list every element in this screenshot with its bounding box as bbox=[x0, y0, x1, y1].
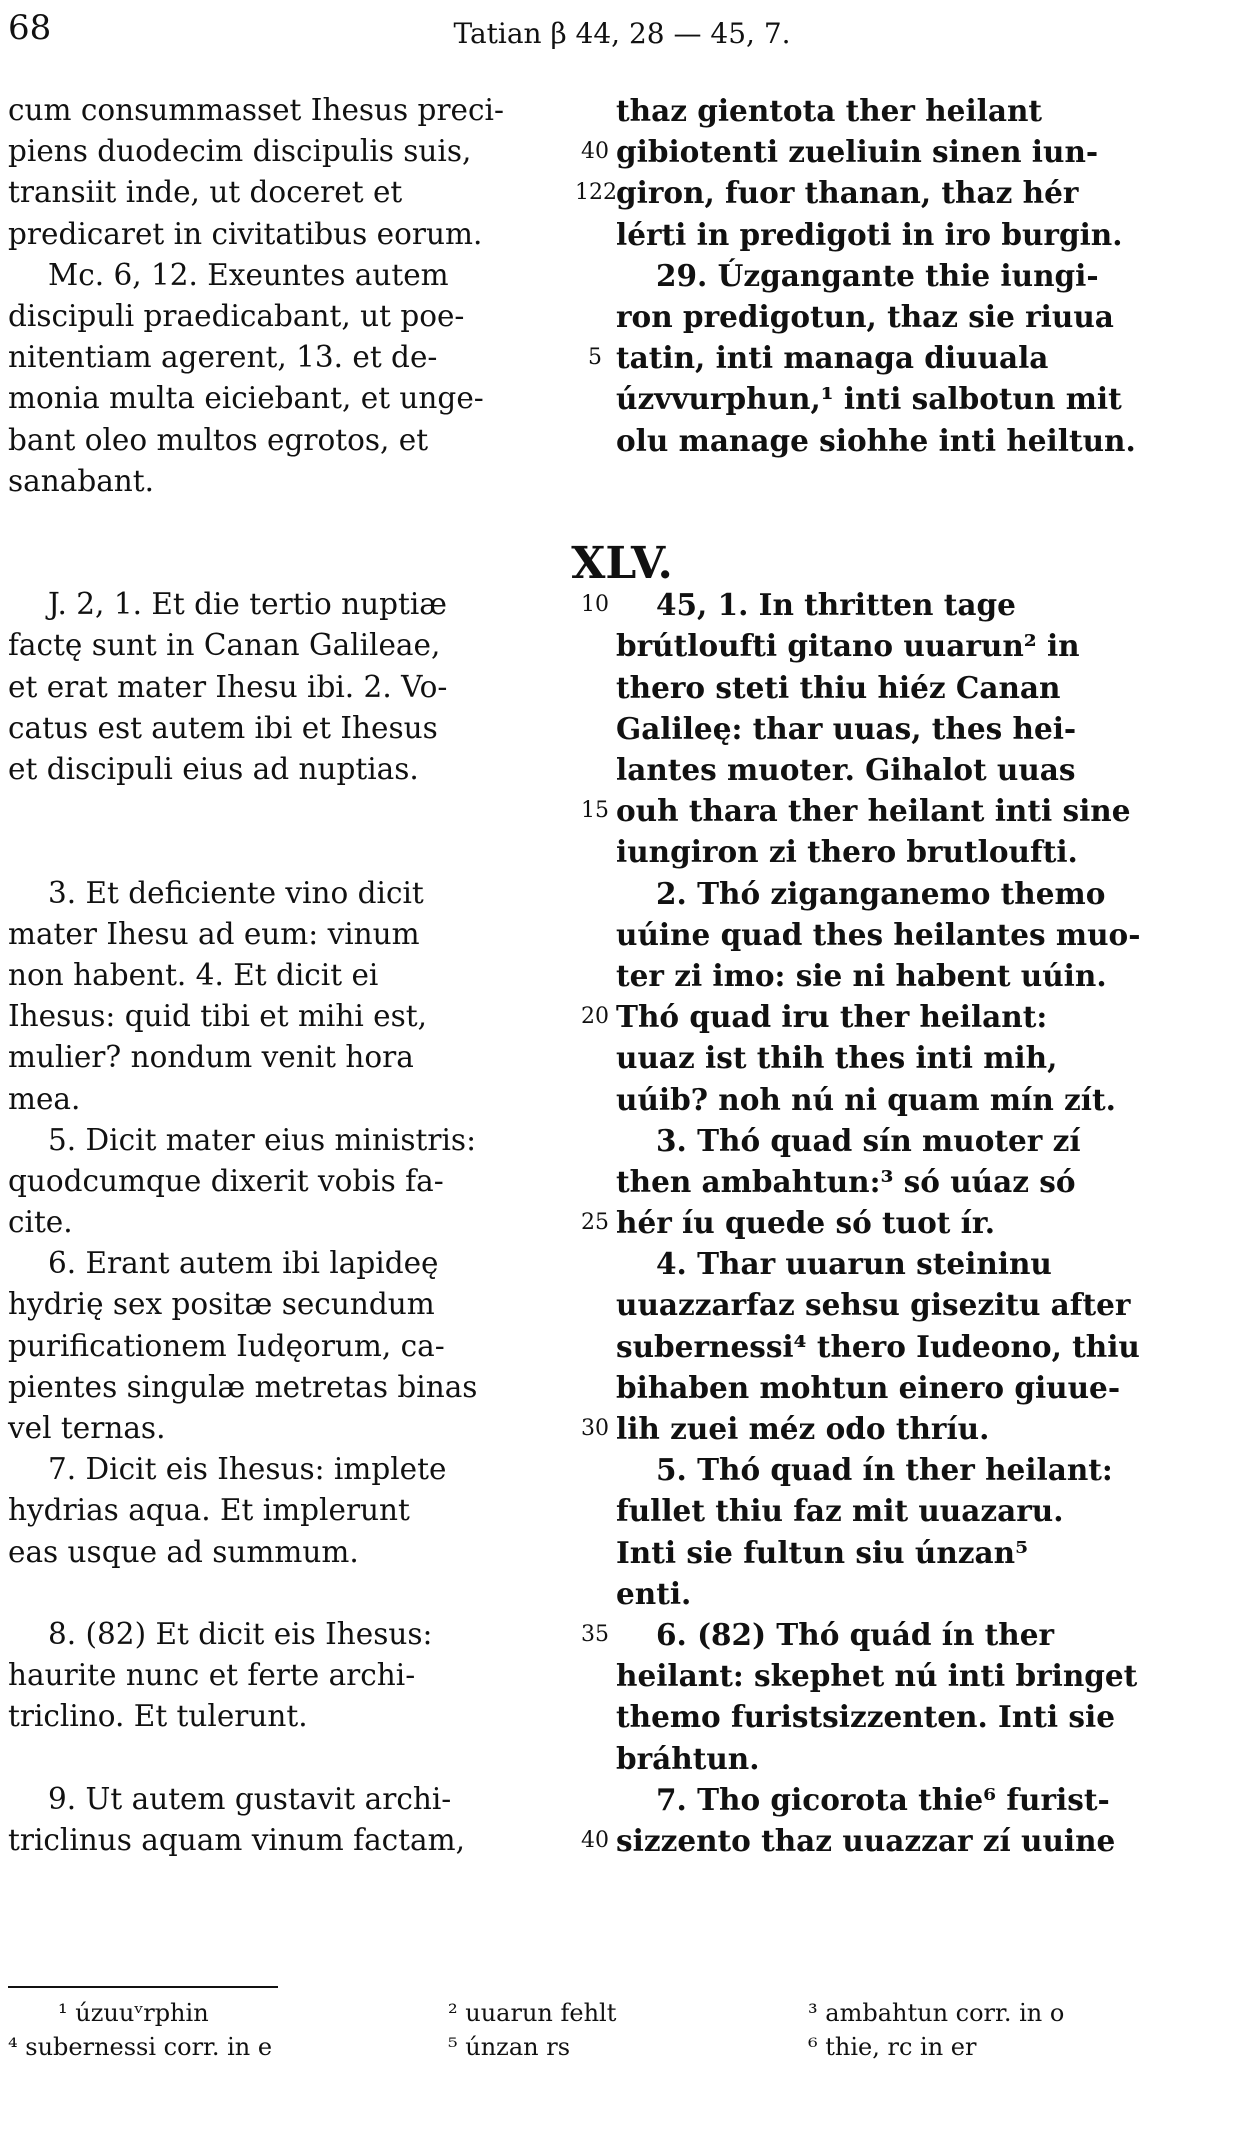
ohg-line: tatin, inti managa diuuala bbox=[616, 340, 1049, 376]
latin-line: cite. bbox=[8, 1205, 73, 1240]
latin-line: predicaret in civitatibus eorum. bbox=[8, 216, 483, 251]
ohg-line: lérti in predigoti in iro burgin. bbox=[616, 216, 1123, 252]
latin-line: quodcumque dixerit vobis fa- bbox=[8, 1163, 444, 1198]
ohg-line: uúib? noh nú ni quam mín zít. bbox=[616, 1081, 1116, 1117]
ohg-line: ter zi imo: sie ni habent uúin. bbox=[616, 957, 1107, 993]
footnote-3: ³ ambahtun corr. in o bbox=[808, 1999, 1065, 2027]
line-number: 20 bbox=[581, 1004, 609, 1030]
latin-line: bant oleo multos egrotos, et bbox=[8, 422, 429, 457]
footnote-rule bbox=[8, 1986, 278, 1988]
ohg-line: Inti sie fultun siu únzan⁵ bbox=[616, 1534, 1029, 1570]
ohg-line: subernessi⁴ thero Iudeono, thiu bbox=[616, 1328, 1140, 1364]
ohg-line: hér íu quede só tuot ír. bbox=[616, 1205, 995, 1241]
ohg-line: themo furistsizzenten. Inti sie bbox=[616, 1699, 1115, 1735]
latin-line: Mc. 6, 12. Exeuntes autem bbox=[48, 257, 449, 292]
section-heading: XLV. bbox=[571, 538, 673, 589]
latin-line: cum consummasset Ihesus preci- bbox=[8, 93, 504, 127]
latin-line: 7. Dicit eis Ihesus: implete bbox=[48, 1452, 447, 1487]
page-number: 68 bbox=[8, 8, 52, 48]
latin-line: 3. Et deficiente vino dicit bbox=[48, 875, 424, 910]
latin-line: 9. Ut autem gustavit archi- bbox=[48, 1781, 452, 1816]
footnote-4: ⁴ subernessi corr. in e bbox=[8, 2033, 273, 2061]
latin-blank-line bbox=[8, 790, 568, 831]
line-number: 30 bbox=[581, 1416, 609, 1442]
ohg-line: thero steti thiu hiéz Canan bbox=[616, 669, 1061, 705]
latin-line: factę sunt in Canan Galileae, bbox=[8, 628, 441, 663]
latin-line: sanabant. bbox=[8, 463, 155, 498]
line-number: 40 bbox=[581, 1828, 609, 1854]
ohg-line: heilant: skephet nú inti bringet bbox=[616, 1658, 1138, 1694]
latin-line: eas usque ad summum. bbox=[8, 1534, 359, 1569]
latin-blank-line bbox=[8, 831, 568, 872]
latin-line: triclino. Et tulerunt. bbox=[8, 1699, 308, 1734]
line-number: 5 bbox=[588, 345, 602, 371]
ohg-line: fullet thiu faz mit uuazaru. bbox=[616, 1493, 1064, 1529]
latin-line: discipuli praedicabant, ut poe- bbox=[8, 298, 465, 333]
latin-line: 5. Dicit mater eius ministris: bbox=[48, 1122, 477, 1157]
running-head: Tatian β 44, 28 — 45, 7. bbox=[453, 17, 791, 50]
latin-line: et discipuli eius ad nuptias. bbox=[8, 752, 419, 786]
ohg-line: ron predigotun, thaz sie riuua bbox=[616, 298, 1114, 334]
ohg-line: ouh thara ther heilant inti sine bbox=[616, 793, 1131, 829]
latin-line: Ihesus: quid tibi et mihi est, bbox=[8, 999, 428, 1034]
latin-line: 8. (82) Et dicit eis Ihesus: bbox=[48, 1616, 433, 1651]
latin-line: pientes singulæ metretas binas bbox=[8, 1369, 478, 1404]
ohg-line: olu manage siohhe inti heiltun. bbox=[616, 422, 1136, 458]
latin-line: vel ternas. bbox=[8, 1411, 166, 1445]
ohg-line: giron, fuor thanan, thaz hér bbox=[616, 175, 1079, 211]
latin-line: mulier? nondum venit hora bbox=[8, 1040, 414, 1075]
ohg-line: 4. Thar uuarun steininu bbox=[656, 1246, 1052, 1282]
latin-line: hydrię sex positæ secundum bbox=[8, 1287, 435, 1322]
ohg-line: uuaz ist thih thes inti mih, bbox=[616, 1040, 1058, 1076]
footnote-5: ⁵ únzan rs bbox=[448, 2033, 571, 2061]
ohg-line: 45, 1. In thritten tage bbox=[656, 587, 1016, 623]
old-high-german-column bbox=[616, 90, 1180, 1861]
latin-line: hydrias aqua. Et implerunt bbox=[8, 1493, 410, 1528]
latin-line: mea. bbox=[8, 1081, 81, 1116]
footnote-1: ¹ úzuuᵛrphin bbox=[58, 1999, 209, 2027]
footnotes bbox=[8, 1996, 1208, 2064]
latin-line: mater Ihesu ad eum: vinum bbox=[8, 916, 420, 951]
ohg-line: lantes muoter. Gihalot uuas bbox=[616, 752, 1076, 787]
ohg-line: 6. (82) Thó quád ín ther bbox=[656, 1616, 1055, 1652]
ohg-line: enti. bbox=[616, 1575, 692, 1611]
line-number: 35 bbox=[581, 1622, 609, 1648]
ohg-line: uúine quad thes heilantes muo- bbox=[616, 916, 1141, 952]
latin-line: transiit inde, ut doceret et bbox=[8, 175, 403, 210]
ohg-line: 2. Thó ziganganemo themo bbox=[656, 875, 1106, 911]
latin-line: nitentiam agerent, 13. et de- bbox=[8, 340, 438, 375]
latin-line: J. 2, 1. Et die tertio nuptiæ bbox=[48, 587, 447, 622]
line-number: 40 bbox=[581, 139, 609, 165]
ohg-line: bihaben mohtun einero giuue- bbox=[616, 1369, 1121, 1405]
latin-blank-line bbox=[8, 1738, 568, 1779]
latin-line: haurite nunc et ferte archi- bbox=[8, 1658, 416, 1693]
footnote-6: ⁶ thie, rc in er bbox=[808, 2033, 977, 2061]
ohg-line: gibiotenti zueliuin sinen iun- bbox=[616, 134, 1099, 170]
ohg-line: sizzento thaz uuazzar zí uuine bbox=[616, 1822, 1116, 1858]
ohg-line: Galileę: thar uuas, thes hei- bbox=[616, 710, 1077, 746]
latin-line: piens duodecim discipulis suis, bbox=[8, 134, 472, 169]
ohg-line: thaz gientota ther heilant bbox=[616, 93, 1043, 128]
latin-line: 6. Erant autem ibi lapideę bbox=[48, 1246, 439, 1281]
ohg-line: iungiron zi thero brutloufti. bbox=[616, 834, 1078, 870]
latin-line: monia multa eiciebant, et unge- bbox=[8, 381, 484, 416]
latin-column bbox=[8, 90, 568, 1861]
ohg-line: 29. Úzgangante thie iungi- bbox=[656, 257, 1099, 293]
latin-line: non habent. 4. Et dicit ei bbox=[8, 957, 379, 992]
line-number: 10 bbox=[581, 592, 609, 618]
ohg-line: then ambahtun:³ só uúaz só bbox=[616, 1163, 1076, 1199]
ohg-line: uuazzarfaz sehsu gisezitu after bbox=[616, 1287, 1131, 1323]
ohg-line: lih zuei méz odo thríu. bbox=[616, 1411, 990, 1446]
footnote-2: ² uuarun fehlt bbox=[448, 1999, 617, 2027]
ohg-line: bráhtun. bbox=[616, 1740, 760, 1776]
line-number: 25 bbox=[581, 1210, 609, 1236]
ohg-line: Thó quad iru ther heilant: bbox=[616, 999, 1048, 1035]
latin-line: triclinus aquam vinum factam, bbox=[8, 1822, 465, 1857]
ohg-line: brútloufti gitano uuarun² in bbox=[616, 628, 1080, 664]
latin-blank-line bbox=[8, 1573, 568, 1614]
latin-line: et erat mater Ihesu ibi. 2. Vo- bbox=[8, 669, 448, 704]
line-number: 15 bbox=[581, 798, 609, 824]
ohg-line: úzvvurphun,¹ inti salbotun mit bbox=[616, 381, 1122, 417]
latin-line: catus est autem ibi et Ihesus bbox=[8, 710, 438, 745]
line-number: 122 bbox=[575, 180, 617, 206]
latin-line: purificationem Iudęorum, ca- bbox=[8, 1328, 445, 1363]
ohg-line: 3. Thó quad sín muoter zí bbox=[656, 1122, 1081, 1158]
ohg-line: 5. Thó quad ín ther heilant: bbox=[656, 1452, 1113, 1488]
ohg-line: 7. Tho gicorota thie⁶ furist- bbox=[656, 1781, 1110, 1817]
ohg-blank-line bbox=[616, 461, 1180, 502]
